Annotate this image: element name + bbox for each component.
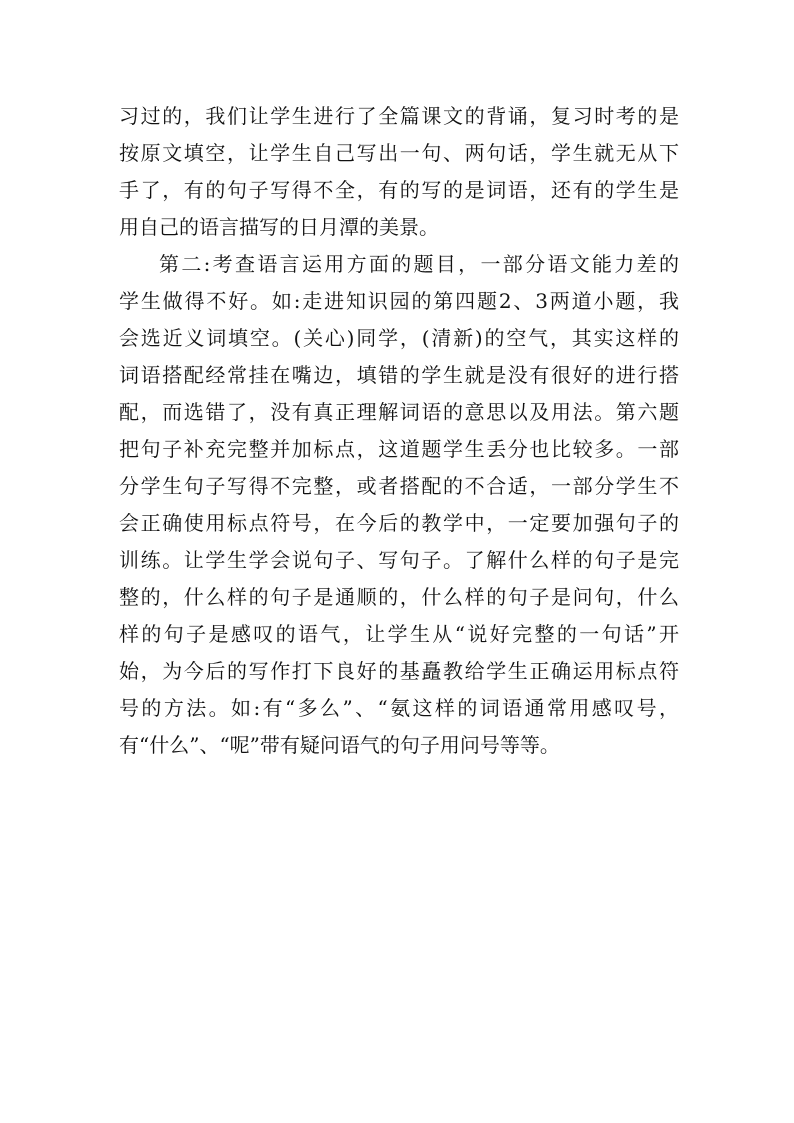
text-line: 把句子补充完整并加标点，这道题学生丢分也比较多。一部 [119, 437, 679, 461]
text-line: 会正确使用标点符号，在今后的教学中，一定要加强句子的 [119, 511, 679, 535]
text-line: 样的句子是感叹的语气，让学生从“说好完整的一句话”开 [119, 622, 679, 646]
text-line: 有“什么”、“呢”带有疑问语气的句子用问号等等。 [119, 733, 560, 757]
text-line: 用自己的语言描写的日月潭的美景。 [119, 215, 439, 239]
text-line: 训练。让学生学会说句子、写句子。了解什么样的句子是完 [119, 548, 679, 572]
text-line: 习过的，我们让学生进行了全篇课文的背诵，复习时考的是 [119, 104, 679, 128]
text-line: 手了，有的句子写得不全，有的写的是词语，还有的学生是 [119, 178, 679, 202]
paragraph-2 [119, 246, 679, 764]
text-line: 会选近义词填空。(关心)同学，(清新)的空气，其实这样的 [119, 326, 679, 350]
text-line: 分学生句子写得不完整，或者搭配的不合适，一部分学生不 [119, 474, 679, 498]
text-line: 整的，什么样的句子是通顺的，什么样的句子是问句，什么 [119, 585, 679, 609]
text-line: 按原文填空，让学生自己写出一句、两句话，学生就无从下 [119, 141, 679, 165]
text-line: 号的方法。如:有“多么”、“氨这样的词语通常用感叹号， [119, 696, 679, 720]
text-line: 始，为今后的写作打下良好的基矗教给学生正确运用标点符 [119, 659, 679, 683]
text-line: 学生做得不好。如:走进知识园的第四题2、3两道小题，我 [119, 289, 679, 313]
text-line: 配，而选错了，没有真正理解词语的意思以及用法。第六题 [119, 400, 679, 424]
document-body [119, 98, 679, 764]
text-line: 第二:考查语言运用方面的题目，一部分语文能力差的 [159, 252, 679, 276]
text-line: 词语搭配经常挂在嘴边，填错的学生就是没有很好的进行搭 [119, 363, 679, 387]
paragraph-1 [119, 98, 679, 246]
